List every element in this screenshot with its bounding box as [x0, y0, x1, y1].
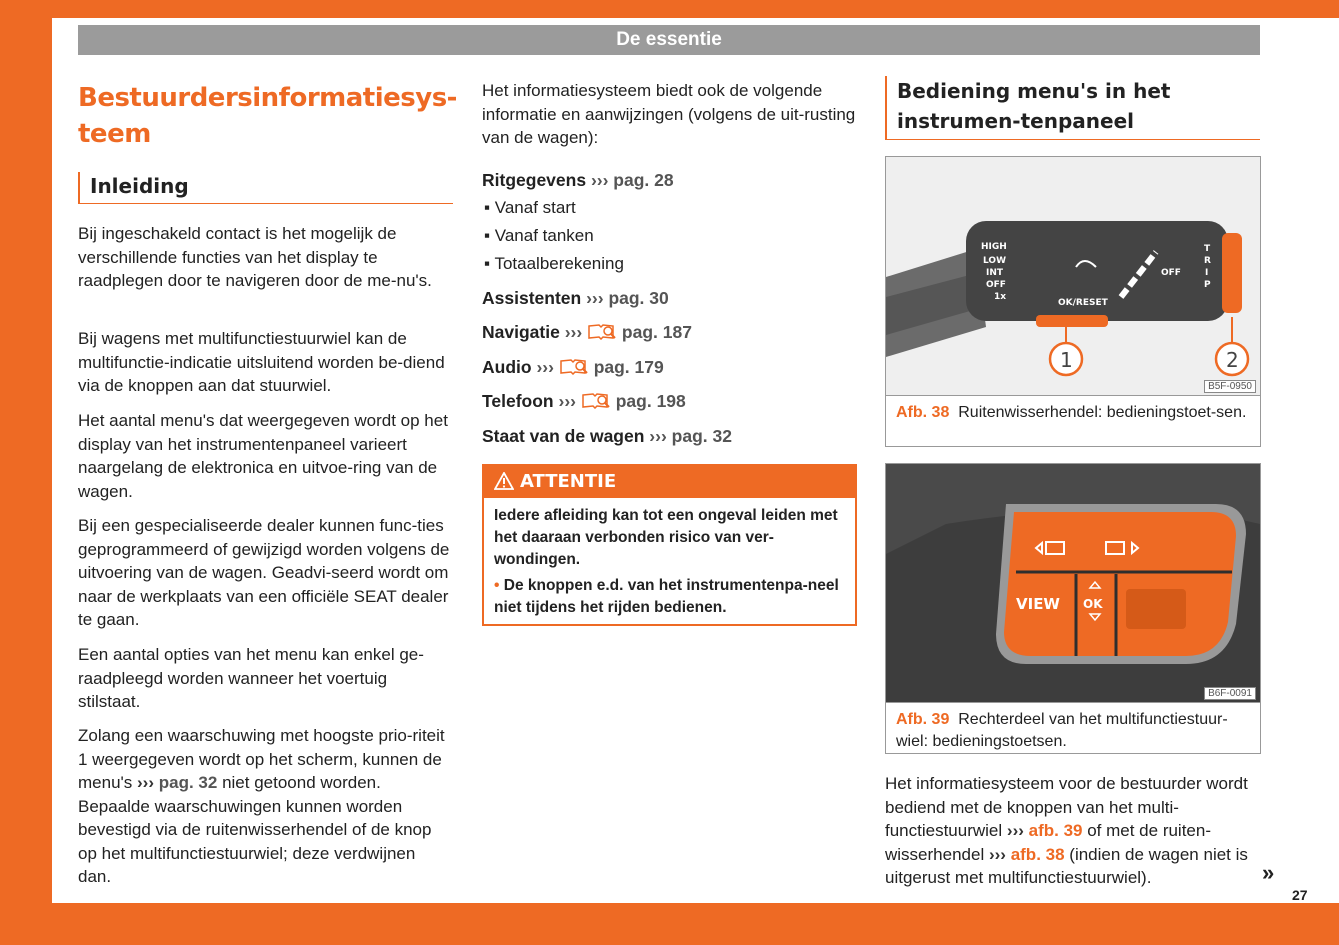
continue-marker: »: [1262, 860, 1275, 885]
warning-box: [482, 464, 857, 626]
svg-text:2: 2: [1226, 348, 1239, 372]
svg-text:P: P: [1204, 280, 1211, 290]
book-search-icon: [587, 322, 617, 340]
figure-link[interactable]: ››› afb. 38: [988, 844, 1065, 864]
figure-code: B5F-0950: [1204, 380, 1256, 393]
figure-caption: Afb. 39 Rechterdeel van het multifunctiestuur-wiel: bedieningstoetsen.: [886, 702, 1260, 759]
paragraph-2: Bij wagens met multifunctiestuurwiel kan de multifunctie-indicatie uitsluitend worden be-diend via de knoppen aan dat stuurwiel.: [78, 329, 445, 395]
warning-body: Iedere afleiding kan tot een ongeval leiden met het daaraan verbonden risico van ver-wondingen. • De knoppen e.d. van het instrumentenpa-neel niet tijdens het rijden bedienen.: [494, 507, 839, 616]
steering-wheel-buttons-illustration: [886, 464, 1260, 702]
title-text: Bestuurdersinformatiesys-teem: [78, 83, 457, 149]
section-header: De essentie: [78, 25, 1260, 55]
page-link[interactable]: ››› pag. 32: [137, 773, 218, 792]
svg-text:1x: 1x: [994, 292, 1007, 302]
book-search-icon: [559, 357, 589, 375]
middle-intro: Het informatiesysteem biedt ook de volgende informatie en aanwijzingen (volgens de uit-rusting van de wagen):: [482, 81, 856, 147]
figure-link[interactable]: ››› afb. 39: [1006, 821, 1083, 840]
svg-text:OFF: OFF: [1161, 268, 1181, 278]
page-title: [78, 80, 457, 152]
section-subtitle: Inleiding: [78, 172, 453, 204]
paragraph-3: Het aantal menu's dat weergegeven wordt op het display van het instrumentenpaneel varieert naargelang de elektronica en uitvoe-ring van de wagen.: [78, 411, 448, 501]
right-section-title: Bediening menu's in het instrumen-tenpaneel: [885, 76, 1260, 140]
menu-navigatie[interactable]: Navigatie ››› pag. 187: [482, 322, 692, 342]
menu-telefoon[interactable]: Telefoon ››› pag. 198: [482, 391, 686, 411]
paragraph-4: Bij een gespecialiseerde dealer kunnen func-ties geprogrammeerd of gewijzigd worden volgens de uitvoering van de wagen. Geadvi-seerd wordt om naar de werkplaats van een officiële SEAT dealer te gaan.: [78, 516, 450, 629]
bottom-band: [0, 903, 1339, 945]
svg-text:INT: INT: [986, 268, 1004, 278]
paragraph-1: Bij ingeschakeld contact is het mogelijk de verschillende functies van het display te raadplegen door te navigeren door de me-nu's.: [78, 224, 432, 290]
list-item: ▪ Vanaf tanken: [484, 226, 594, 245]
warning-header: ATTENTIE: [484, 466, 855, 498]
figure-caption: Afb. 38 Ruitenwisserhendel: bedieningstoet-sen.: [886, 395, 1260, 430]
menu-ritgegevens[interactable]: Ritgegevens ››› pag. 28: [482, 170, 674, 190]
svg-text:OFF: OFF: [986, 280, 1006, 290]
menu-audio[interactable]: Audio ››› pag. 179: [482, 357, 664, 377]
menu-assistenten[interactable]: Assistenten ››› pag. 30: [482, 288, 669, 308]
wiper-stalk-illustration: [886, 157, 1260, 395]
page-number: 27: [1292, 887, 1308, 903]
figure-38: [885, 156, 1261, 447]
right-paragraph: Het informatiesysteem voor de bestuurder wordt bediend met de knoppen van het multi-functiestuurwiel ››› afb. 39 of met de ruiten-wisserhendel ››› afb. 38 (indien de wagen niet is uitgerust met multifunctiestuurwiel).: [885, 774, 1248, 887]
paragraph-5: Een aantal opties van het menu kan enkel ge-raadpleegd worden wanneer het voertuig stilstaat.: [78, 645, 424, 711]
svg-text:I: I: [1205, 268, 1209, 278]
svg-text:OK: OK: [1083, 597, 1103, 611]
svg-text:T: T: [1204, 244, 1211, 254]
list-item: ▪ Totaalberekening: [484, 254, 624, 273]
book-search-icon: [581, 391, 611, 409]
svg-text:OK/RESET: OK/RESET: [1058, 298, 1108, 308]
figure-code: B6F-0091: [1204, 687, 1256, 700]
paragraph-6: Zolang een waarschuwing met hoogste prio-riteit 1 weergegeven wordt op het scherm, kunnen de menu's ››› pag. 32 niet getoond worden. Bepaalde waarschuwingen kunnen worden bevestigd via de ruitenwisserhendel of de knop op het multifunctiestuurwiel; deze verdwijnen dan.: [78, 726, 445, 886]
svg-text:1: 1: [1060, 348, 1073, 372]
svg-text:VIEW: VIEW: [1016, 595, 1060, 613]
warning-triangle-icon: [494, 472, 514, 490]
svg-text:R: R: [1204, 256, 1211, 266]
svg-text:LOW: LOW: [983, 256, 1006, 266]
svg-text:HIGH: HIGH: [981, 242, 1007, 252]
menu-staat-van-de-wagen[interactable]: Staat van de wagen ››› pag. 32: [482, 426, 732, 446]
list-item: ▪ Vanaf start: [484, 198, 576, 217]
figure-39: [885, 463, 1261, 754]
